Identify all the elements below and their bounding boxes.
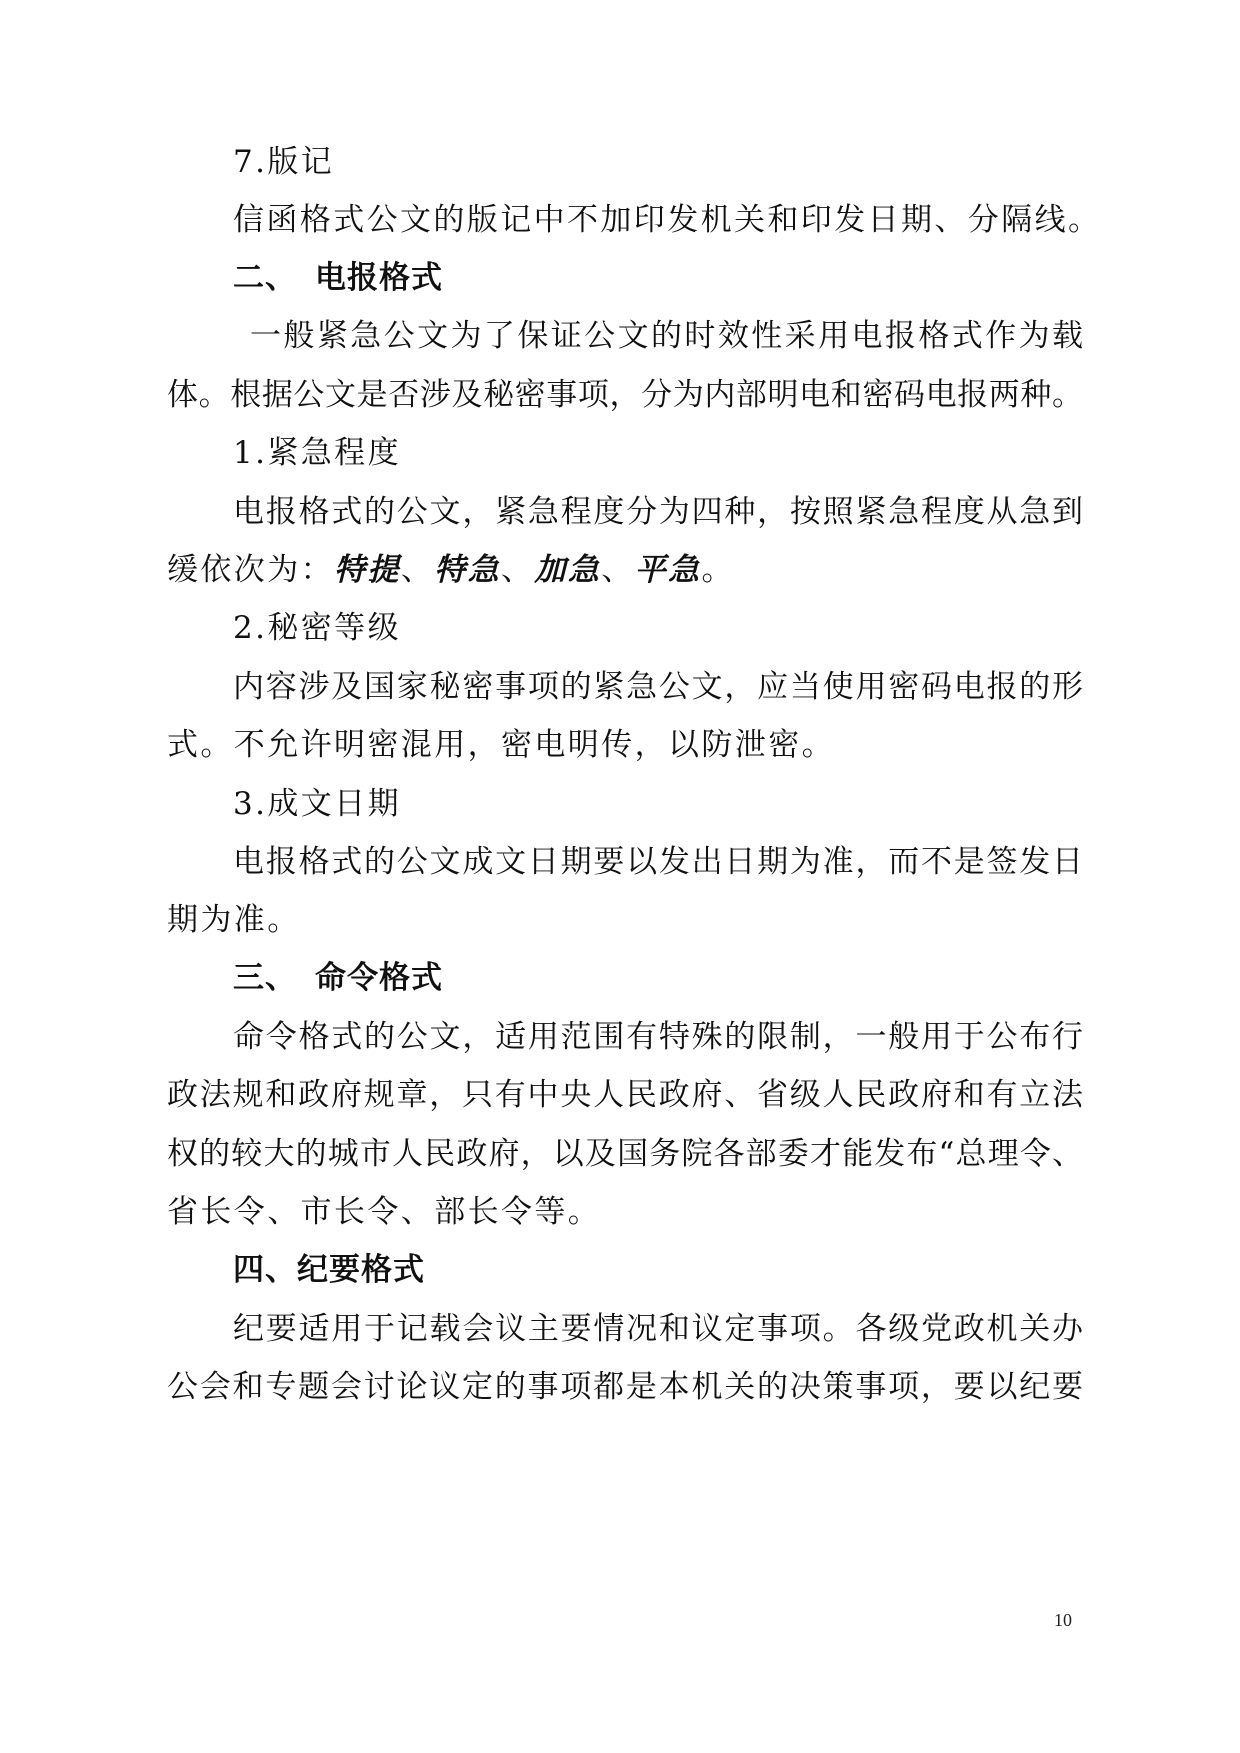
page-number: 10: [1054, 1610, 1072, 1630]
paragraph-secrecy-line-2: 式。不允许明密混用，密电明传，以防泄密。: [167, 727, 835, 763]
heading-number: 二、: [233, 260, 297, 296]
paragraph-date-line-1: 电报格式的公文成文日期要以发出日期为准，而不是签发日: [233, 844, 1083, 880]
section-title-urgency: 1.紧急程度: [233, 435, 401, 471]
paragraph-minutes-line-2: 公会和专题会讨论议定的事项都是本机关的决策事项，要以纪要: [167, 1369, 1083, 1405]
paragraph-secrecy-line-1: 内容涉及国家秘密事项的紧急公文，应当使用密码电报的形: [233, 669, 1083, 705]
section-title-banji: 7.版记: [233, 144, 335, 180]
heading-command-format: [233, 958, 1149, 998]
heading-telegram-format: [233, 258, 1149, 298]
paragraph-date-line-2: 期为准。: [167, 902, 301, 938]
section-title-date: 3.成文日期: [233, 786, 401, 822]
urgency-separator: 、: [601, 552, 635, 588]
paragraph-urgency-line-1: 电报格式的公文，紧急程度分为四种，按照紧急程度从急到: [233, 494, 1083, 530]
heading-text: 电报格式: [315, 260, 443, 296]
paragraph-command-line-2: 政法规和政府规章，只有中央人民政府、省级人民政府和有立法: [167, 1077, 1083, 1113]
heading-minutes-format: 四、纪要格式: [233, 1252, 425, 1288]
urgency-separator: 、: [400, 552, 435, 588]
urgency-end: 。: [701, 552, 735, 588]
paragraph-command-line-1: 命令格式的公文，适用范围有特殊的限制，一般用于公布行: [233, 1019, 1083, 1055]
paragraph-command-line-4: 省长令、市长令、部长令等。: [167, 1194, 602, 1230]
paragraph-telegram-intro-line-1: 一般紧急公文为了保证公文的时效性采用电报格式作为载: [250, 318, 1083, 354]
paragraph-banji: 信函格式公文的版记中不加印发机关和印发日期、分隔线。: [233, 202, 1102, 238]
paragraph-minutes-line-1: 纪要适用于记载会议主要情况和议定事项。各级党政机关办: [233, 1311, 1083, 1347]
urgency-level: 平急: [634, 552, 702, 588]
urgency-level: 特急: [434, 552, 502, 588]
urgency-level: 加急: [534, 552, 602, 588]
urgency-separator: 、: [501, 552, 535, 588]
section-title-secrecy: 2.秘密等级: [233, 610, 401, 646]
paragraph-urgency-line-2: [167, 550, 1083, 590]
paragraph-command-line-3: 权的较大的城市人民政府，以及国务院各部委才能发布“总理令、: [167, 1136, 1083, 1172]
heading-number: 三、: [233, 960, 297, 996]
urgency-level: 特提: [334, 552, 401, 588]
heading-text: 命令格式: [315, 960, 443, 996]
urgency-prefix: 缓依次为：: [167, 552, 334, 588]
paragraph-telegram-intro-line-2: 体。根据公文是否涉及秘密事项，分为内部明电和密码电报两种。: [167, 377, 1083, 413]
